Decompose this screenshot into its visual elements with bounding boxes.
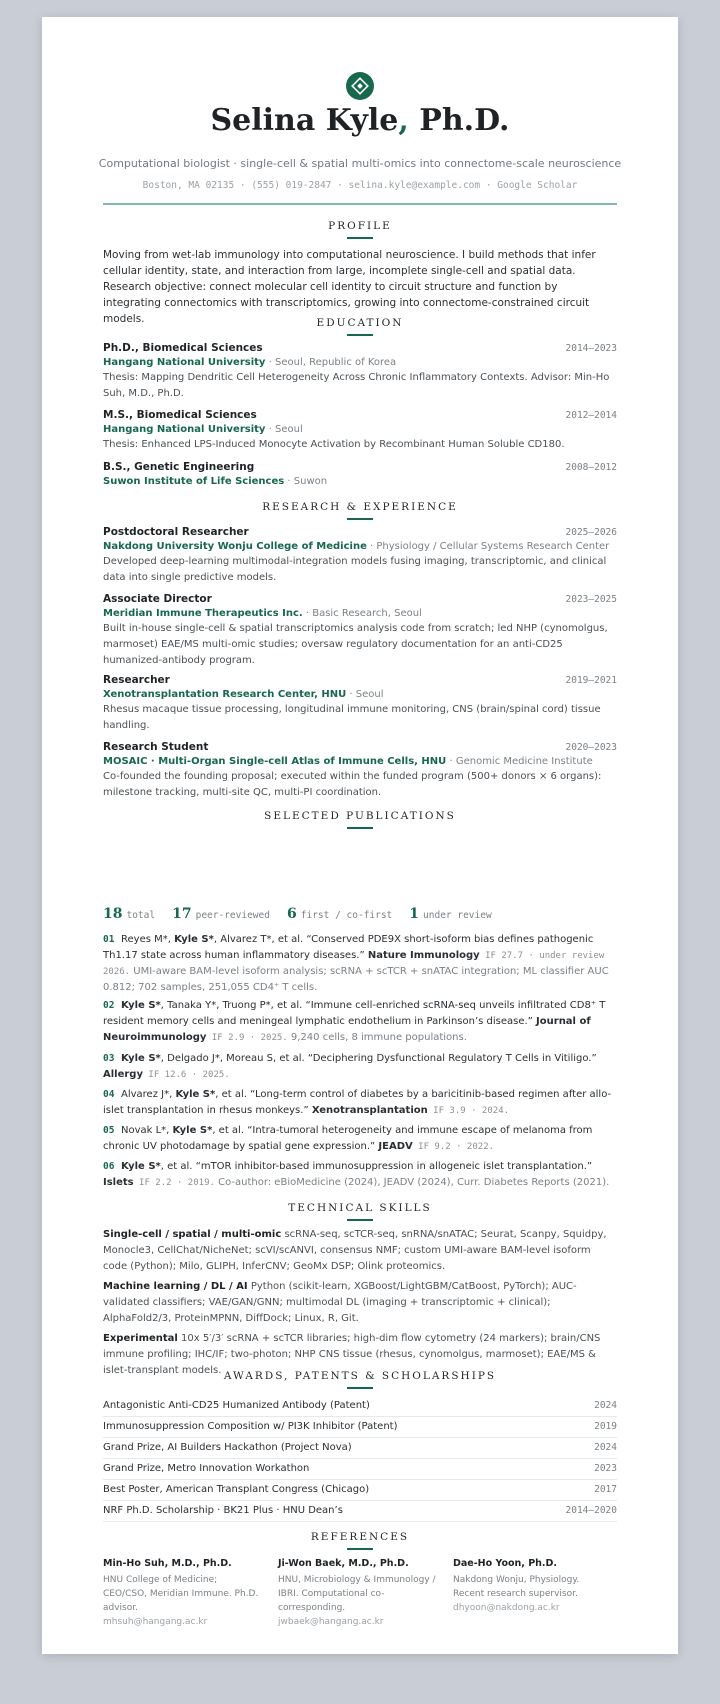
award-row [103, 1480, 617, 1501]
publication-stats [103, 906, 617, 922]
stat-review-label: under review [423, 910, 492, 921]
entry-title: Ph.D., Biomedical Sciences [103, 342, 263, 354]
pub-self-author: Kyle S* [121, 1000, 161, 1011]
skill-key: Single-cell / spatial / multi-omic [103, 1229, 282, 1240]
award-year: 2019 [594, 1421, 617, 1432]
pub-note: UMI-aware BAM-level isoform analysis; scRNA + scTCR + snATAC integration; ML classifier AUC 0.812; 702 samples, 251,055 CD4⁺ T cells. [103, 966, 609, 993]
section-heading-skills: TECHNICAL SKILLS [103, 1202, 617, 1221]
publication-item [103, 1087, 617, 1119]
experience-item [103, 674, 617, 734]
contact-line: Boston, MA 02135 · (555) 019-2847 · selina.kyle@example.com · Google Scholar [142, 180, 578, 191]
name-comma: , [398, 103, 409, 138]
reference-name: Min-Ho Suh, M.D., Ph.D. [103, 1558, 232, 1569]
pub-title: “Long-term control of diabetes by a baricitinib-based regimen after allo-islet transplantation in rhesus monkeys.” [103, 1089, 612, 1116]
awards-list [103, 1396, 617, 1522]
award-label: NRF Ph.D. Scholarship · BK21 Plus · HNU Dean’s [103, 1505, 343, 1516]
entry-desc: Co-founded the founding proposal; executed within the funded program (500+ donors × 6 organs): milestone tracking, multi-site QC, multi-PI coordination. [103, 771, 602, 798]
publication-number: 04 [103, 1089, 115, 1100]
pub-journal: Allergy [103, 1069, 143, 1080]
pub-authors: , Tanaka Y*, Truong P*, et al. [160, 1000, 306, 1011]
reference-name: Dae-Ho Yoon, Ph.D. [453, 1558, 558, 1569]
pub-self-author: Kyle S* [172, 1125, 213, 1136]
diamond-icon [346, 72, 374, 100]
award-label: Immunosuppression Composition w/ PI3K Inhibitor (Patent) [103, 1421, 398, 1432]
publication-item [103, 1159, 617, 1191]
pub-journal: Journal of Neuroimmunology [103, 1016, 591, 1043]
pub-meta: IF 9.2 · 2022. [412, 1142, 495, 1152]
publication-number: 01 [103, 934, 115, 945]
pub-self-author: Kyle S* [121, 1053, 161, 1064]
entry-location: · Genomic Medicine Institute [446, 756, 593, 767]
reference-desc: Nakdong Wonju, Physiology. Recent research supervisor. [453, 1575, 580, 1599]
pub-meta: IF 2.9 · 2025. [206, 1033, 288, 1043]
stat-total-count: 18 [103, 906, 123, 922]
award-year: 2024 [594, 1400, 617, 1411]
entry-title: Research Student [103, 741, 209, 753]
entry-years: 2008–2012 [565, 462, 617, 473]
entry-desc: Developed deep-learning multimodal-integration models fusing imaging, transcriptomic, and clinical data into single predictive models. [103, 556, 607, 583]
education-item [103, 409, 617, 453]
pub-journal: Xenotransplantation [311, 1105, 428, 1116]
experience-item [103, 593, 617, 669]
tagline: Computational biologist · single-cell & spatial multi-omics into connectome-scale neuroscience [98, 157, 622, 170]
reference-email[interactable]: jwbaek@hangang.ac.kr [278, 1617, 384, 1627]
pub-journal: Nature Immunology [367, 950, 480, 961]
entry-location: · Seoul [265, 424, 303, 435]
reference-desc: HNU, Microbiology & Immunology / IBRI. Computational co-corresponding. [278, 1575, 436, 1613]
award-label: Grand Prize, Metro Innovation Workathon [103, 1463, 310, 1474]
award-label: Best Poster, American Transplant Congress (Chicago) [103, 1484, 370, 1495]
entry-desc: Built in-house single-cell & spatial transcriptomics analysis code from scratch; led NHP (cynomolgus, marmoset) EAE/MS multi-omic studies; oversaw regulatory documentation for an anti-CD25 humanized-antibody program. [103, 623, 608, 666]
publication-item [103, 998, 617, 1046]
entry-org: MOSAIC · Multi-Organ Single-cell Atlas of Immune Cells, HNU [103, 756, 447, 767]
pub-meta: IF 3.9 · 2024. [427, 1106, 510, 1116]
publication-number: 02 [103, 1000, 115, 1011]
pub-authors: , Delgado J*, Moreau S, et al. [160, 1053, 308, 1064]
reference-card [278, 1557, 438, 1629]
entry-years: 2014–2023 [565, 343, 617, 354]
reference-email[interactable]: mhsuh@hangang.ac.kr [103, 1617, 208, 1627]
entry-org: Meridian Immune Therapeutics Inc. [103, 608, 303, 619]
entry-location: · Suwon [284, 476, 328, 487]
pub-self-author: Kyle S* [174, 934, 214, 945]
name-text: Selina Kyle [210, 103, 399, 138]
skill-group [103, 1279, 617, 1327]
stat-first-count: 6 [287, 906, 297, 922]
pub-note: 9,240 cells, 8 immune populations. [287, 1032, 467, 1043]
experience-item [103, 526, 617, 586]
reference-email[interactable]: dhyoon@nakdong.ac.kr [453, 1603, 560, 1613]
award-label: Grand Prize, AI Builders Hackathon (Project Nova) [103, 1442, 352, 1453]
section-heading-references: REFERENCES [103, 1531, 617, 1550]
entry-location: · Physiology / Cellular Systems Research Center [366, 541, 610, 552]
name-suffix: Ph.D. [408, 103, 510, 138]
award-label: Antagonistic Anti-CD25 Humanized Antibody (Patent) [103, 1400, 370, 1411]
award-row [103, 1501, 617, 1522]
entry-org: Hangang National University [103, 357, 266, 368]
skill-key: Experimental [103, 1333, 178, 1344]
pub-title: “mTOR inhibitor-based immunosuppression in allogeneic islet transplantation.” [195, 1161, 593, 1172]
stat-total-label: total [126, 910, 156, 921]
pub-authors: , et al. [215, 1089, 251, 1100]
publication-item [103, 1051, 617, 1083]
publication-number: 03 [103, 1053, 115, 1064]
pub-journal: JEADV [378, 1141, 413, 1152]
skill-text: scRNA-seq, scTCR-seq, snRNA/snATAC; Seurat, Scanpy, Squidpy, Monocle3, CellChat/NicheNet; scVI/scANVI, consensus NMF; custom UMI-aware BAM-level isoform code (Python); Milo, GLIPH, InferCNV; GeoMx DSP; Olink proteomics. [103, 1229, 607, 1272]
section-heading-awards: AWARDS, PATENTS & SCHOLARSHIPS [103, 1370, 617, 1389]
pub-title: “Immune cell-enriched scRNA-seq unveils infiltrated CD8⁺ T resident memory cells and meningeal lymphatic endothelium in Parkinson’s disease.” [103, 1000, 606, 1027]
entry-org: Xenotransplantation Research Center, HNU [103, 689, 347, 700]
reference-card [103, 1557, 263, 1629]
entry-location: · Basic Research, Seoul [302, 608, 422, 619]
pub-meta: IF 12.6 · 2025. [143, 1070, 230, 1080]
experience-item [103, 741, 617, 801]
skill-text: 10x 5′/3′ scRNA + scTCR libraries; high-dim flow cytometry (24 markers); brain/CNS immune profiling; IHC/IF; two-photon; NHP CNS tissue (rhesus, cynomolgus, marmoset); EAE/MS & islet-transplant models. [103, 1333, 601, 1376]
education-item [103, 461, 617, 487]
section-heading-profile: PROFILE [103, 220, 617, 239]
pub-note: Co-author: eBioMedicine (2024), JEADV (2024), Curr. Diabetes Reports (2021). [214, 1177, 610, 1188]
entry-years: 2020–2023 [565, 742, 617, 753]
pub-authors: , et al. [212, 1125, 248, 1136]
entry-desc: Thesis: Enhanced LPS-Induced Monocyte Activation by Recombinant Human Soluble CD180. [103, 439, 565, 450]
pub-meta: IF 27.7 · under review 2026. [103, 951, 605, 977]
pub-journal: Islets [103, 1177, 134, 1188]
reference-card [453, 1557, 613, 1615]
pub-title: “Intra-tumoral heterogeneity and immune escape of melanoma from chronic UV photodamage by spatial gene expression.” [103, 1125, 593, 1152]
award-row [103, 1396, 617, 1417]
entry-desc: Rhesus macaque tissue processing, longitudinal immune monitoring, CNS (brain/spinal cord) tissue handling. [103, 704, 601, 731]
stat-peer-label: peer-reviewed [195, 910, 270, 921]
pub-title: “Conserved PDE9X short-isoform bias defines pathogenic Th1.17 state across human inflammatory diseases.” [103, 934, 594, 961]
stat-review-count: 1 [409, 906, 420, 922]
stat-peer-count: 17 [172, 906, 192, 922]
skill-text: Python (scikit-learn, XGBoost/LightGBM/CatBoost, PyTorch); AUC-validated classifiers; VAE/GAN/GNN; multimodal DL (imaging + transcriptomic + clinical); AlphaFold2/3, ProteinMPNN, DiffDock; Linux, R, Git. [103, 1281, 577, 1324]
publication-number: 06 [103, 1161, 115, 1172]
resume-page [42, 17, 678, 1654]
pub-pre-authors: Reyes M*, [121, 934, 175, 945]
publication-item [103, 1123, 617, 1155]
entry-title: Postdoctoral Researcher [103, 526, 249, 538]
entry-location: · Seoul [346, 689, 384, 700]
entry-title: Researcher [103, 674, 170, 686]
award-year: 2017 [594, 1484, 617, 1495]
pub-authors: , Alvarez T*, et al. [213, 934, 307, 945]
page-title [42, 103, 678, 138]
section-heading-publications: SELECTED PUBLICATIONS [103, 810, 617, 829]
skill-group [103, 1227, 617, 1275]
entry-location: · Seoul, Republic of Korea [265, 357, 397, 368]
publication-item [103, 932, 617, 996]
entry-years: 2025–2026 [565, 527, 617, 538]
skill-key: Machine learning / DL / AI [103, 1281, 248, 1292]
reference-name: Ji-Won Baek, M.D., Ph.D. [278, 1558, 409, 1569]
pub-self-author: Kyle S* [121, 1161, 161, 1172]
entry-years: 2012–2014 [565, 410, 617, 421]
award-year: 2014–2020 [565, 1505, 617, 1516]
entry-org: Suwon Institute of Life Sciences [103, 476, 285, 487]
publication-number: 05 [103, 1125, 115, 1136]
award-row [103, 1438, 617, 1459]
education-item [103, 342, 617, 402]
entry-title: B.S., Genetic Engineering [103, 461, 255, 473]
entry-org: Hangang National University [103, 424, 266, 435]
entry-org: Nakdong University Wonju College of Medicine [103, 541, 367, 552]
award-year: 2024 [594, 1442, 617, 1453]
award-year: 2023 [594, 1463, 617, 1474]
pub-meta: IF 2.2 · 2019. [133, 1178, 215, 1188]
pub-self-author: Kyle S* [175, 1089, 216, 1100]
entry-title: M.S., Biomedical Sciences [103, 409, 257, 421]
pub-pre-authors: Alvarez J*, [121, 1089, 176, 1100]
section-heading-education: EDUCATION [103, 317, 617, 336]
reference-desc: HNU College of Medicine; CEO/CSO, Meridian Immune. Ph.D. advisor. [103, 1575, 259, 1613]
header-divider [103, 203, 617, 205]
entry-years: 2019–2021 [565, 675, 617, 686]
award-row [103, 1417, 617, 1438]
pub-title: “Deciphering Dysfunctional Regulatory T Cells in Vitiligo.” [307, 1053, 597, 1064]
stat-first-label: first / co-first [300, 910, 393, 921]
pub-authors: , et al. [160, 1161, 196, 1172]
entry-years: 2023–2025 [565, 594, 617, 605]
pub-pre-authors: Novak L*, [121, 1125, 173, 1136]
award-row [103, 1459, 617, 1480]
profile-text: Moving from wet-lab immunology into computational neuroscience. I build methods that infer cellular identity, state, and interaction from large, incomplete single-cell and spatial data. Research objective: connect molecular cell identity to circuit structure and function by integrating connectomics with transcriptomics, growing into connectome-constrained circuit models. [103, 249, 596, 325]
entry-title: Associate Director [103, 593, 212, 605]
section-heading-experience: RESEARCH & EXPERIENCE [103, 501, 617, 520]
entry-desc: Thesis: Mapping Dendritic Cell Heterogeneity Across Chronic Inflammatory Contexts. Advisor: Min-Ho Suh, M.D., Ph.D. [103, 372, 610, 399]
